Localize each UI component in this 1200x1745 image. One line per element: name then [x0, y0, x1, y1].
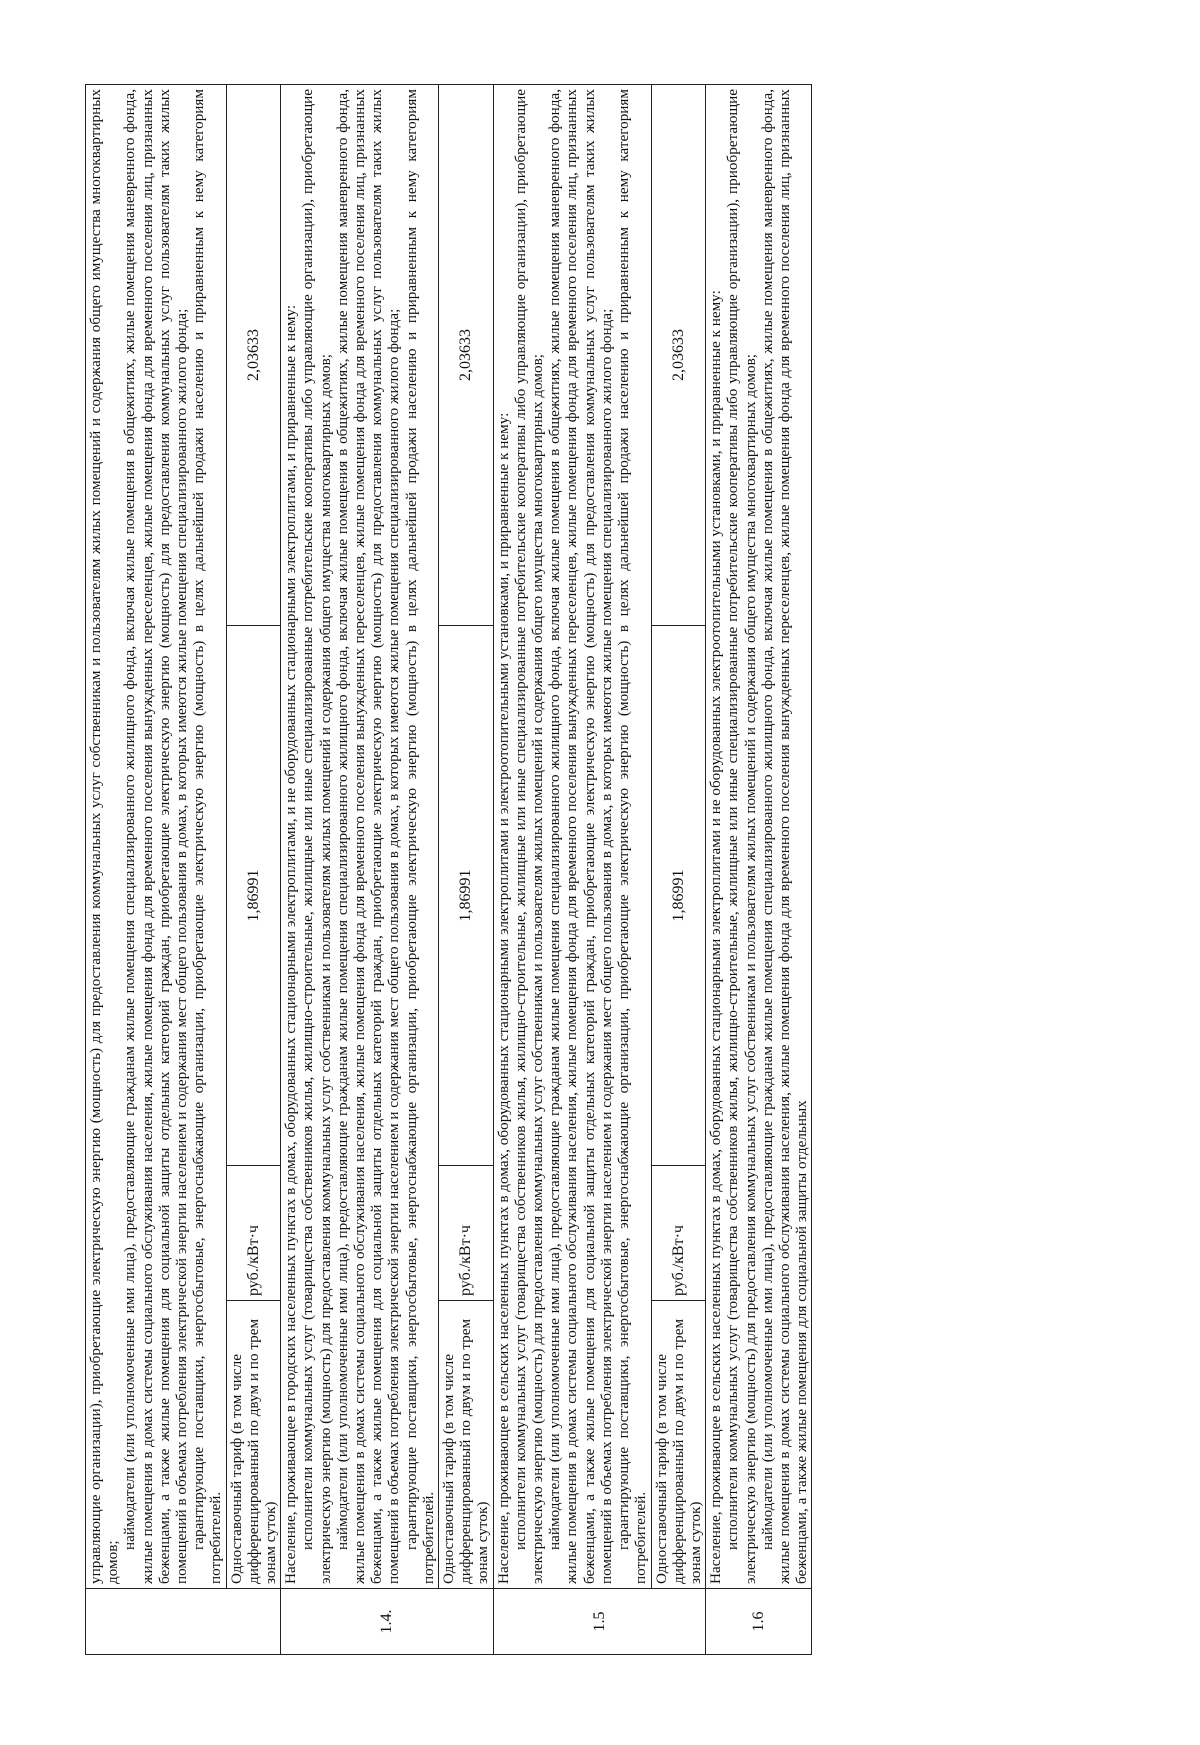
tariff-unit: руб./кВт·ч	[226, 1166, 281, 1301]
paragraph: наймодатели (или уполномоченные ими лица), предоставляющие гражданам жилые помещения специализированного жилищного фонда, включая жилые помещения в общежитиях, жилые помещения маневренного фонда, жилые помещения в домах системы социального обслуживания населения, жилые помещения фонда для временного поселения вынужденных переселенцев, жилые помещения фонда для временного поселения лиц, признанных беженцами, а также жилые помещения для социальной защиты отдельных категорий граждан, приобретающие электрическую энергию (мощность) для предоставления коммунальных услуг пользователям таких жилых помещений в объемах потребления электрической энергии населением и содержания мест общего пользования в домах, в которых имеются жилые помещения специализированного жилого фонда;	[333, 88, 403, 1584]
row-description	[86, 84, 227, 1588]
tariff-value-second-half: 2,03633	[439, 84, 494, 625]
paragraph: исполнители коммунальных услуг (товарищества собственников жилья, жилищно-строительные, жилищные или иные специализированные потребительские кооперативы либо управляющие организации), приобретающие электрическую энергию (мощность) для предоставления коммунальных услуг собственникам и пользователям жилых помещений и содержания общего имущества многоквартирных домов;	[299, 88, 334, 1584]
paragraph: Население, проживающее в городских населенных пунктах в домах, оборудованных стационарными электроплитами, и не оборудованных стационарными электроплитами, и приравненные к нему:	[282, 304, 300, 1584]
paragraph: исполнители коммунальных услуг (товарищества собственников жилья, жилищно-строительные, жилищные или иные специализированные потребительские кооперативы либо управляющие организации), приобретающие электрическую энергию (мощность) для предоставления коммунальных услуг собственникам и пользователям жилых помещений и содержания общего имущества многоквартирных домов;	[724, 88, 759, 1584]
row-number: 1.6	[706, 1589, 812, 1655]
tariff-value-second-half: 2,03633	[226, 84, 281, 625]
paragraph: наймодатели (или уполномоченные ими лица), предоставляющие гражданам жилые помещения специализированного жилищного фонда, включая жилые помещения в общежитиях, жилые помещения маневренного фонда, жилые помещения в домах системы социального обслуживания населения, жилые помещения фонда для временного поселения вынужденных переселенцев, жилые помещения фонда для временного поселения лиц, признанных беженцами, а также жилые помещения для социальной защиты отдельных категорий граждан, приобретающие электрическую энергию (мощность) для предоставления коммунальных услуг пользователям таких жилых помещений в объемах потребления электрической энергии населением и содержания мест общего пользования в домах, в которых имеются жилые помещения специализированного жилого фонда;	[121, 88, 191, 1584]
tariff-label: Одноставочный тариф (в том числе дифференцированный по двум и по трем зонам суток)	[651, 1301, 706, 1589]
paragraph: гарантирующие поставщики, энергосбытовые, энергоснабжающие организации, приобретающие электрическую энергию (мощность) в целях дальнейшей продажи населению и приравненным к нему категориям потребителей.	[402, 88, 437, 1584]
paragraph: гарантирующие поставщики, энергосбытовые, энергоснабжающие организации, приобретающие электрическую энергию (мощность) в целях дальнейшей продажи населению и приравненным к нему категориям потребителей.	[190, 88, 225, 1584]
paragraph: Население, проживающее в сельских населенных пунктах в домах, оборудованных стационарными электроплитами и не оборудованных электроотопительными установками, и приравненные к нему:	[707, 290, 725, 1584]
row-number: 1.4.	[281, 1589, 493, 1655]
row-number	[86, 1589, 281, 1655]
tariff-label: Одноставочный тариф (в том числе дифференцированный по двум и по трем зонам суток)	[439, 1301, 494, 1589]
table-row	[226, 84, 281, 1654]
tariff-value-first-half: 1,86991	[651, 626, 706, 1166]
tariff-value-second-half: 2,03633	[651, 84, 706, 625]
tariff-label: Одноставочный тариф (в том числе дифференцированный по двум и по трем зонам суток)	[226, 1301, 281, 1589]
table-row	[651, 84, 706, 1654]
table-row	[706, 84, 812, 1654]
table-row	[281, 84, 439, 1654]
paragraph: Население, проживающее в сельских населенных пунктах в домах, оборудованных стационарными электроплитами и электроотопительными установками, и приравненные к нему:	[494, 412, 512, 1584]
tariff-unit: руб./кВт·ч	[439, 1166, 494, 1301]
row-description	[281, 84, 439, 1588]
row-number: 1.5	[493, 1589, 705, 1655]
row-description	[706, 84, 812, 1588]
tariff-value-first-half: 1,86991	[226, 626, 281, 1166]
tariff-unit: руб./кВт·ч	[651, 1166, 706, 1301]
paragraph: исполнители коммунальных услуг (товарищества собственников жилья, жилищно-строительные, жилищные или иные специализированные потребительские кооперативы либо управляющие организации), приобретающие электрическую энергию (мощность) для предоставления коммунальных услуг собственникам и пользователям жилых помещений и содержания общего имущества многоквартирных домов;	[511, 88, 547, 1584]
rotated-document-page	[85, 85, 1115, 1655]
table-row	[86, 84, 227, 1654]
tariff-value-first-half: 1,86991	[439, 626, 494, 1166]
paragraph: наймодатели (или уполномоченные ими лица), предоставляющие гражданам жилые помещения специализированного жилищного фонда, включая жилые помещения в общежитиях, жилые помещения маневренного фонда, жилые помещения в домах системы социального обслуживания населения, жилые помещения фонда для временного поселения вынужденных переселенцев, жилые помещения фонда для временного поселения лиц, признанных беженцами, а также жилые помещения для социальной защиты отдельных категорий граждан, приобретающие электрическую энергию (мощность) для предоставления коммунальных услуг пользователям таких жилых помещений в объемах потребления электрической энергии населением и содержания мест общего пользования в домах, в которых имеются жилые помещения специализированного жилого фонда;	[546, 88, 615, 1584]
paragraph: управляющие организации), приобретающие электрическую энергию (мощность) для предоставления коммунальных услуг собственникам и пользователям жилых помещений и содержания общего имущества многоквартирных домов;	[87, 88, 122, 1584]
paragraph: наймодатели (или уполномоченные ими лица), предоставляющие гражданам жилые помещения специализированного жилищного фонда, включая жилые помещения в общежитиях, жилые помещения маневренного фонда, жилые помещения в домах системы социального обслуживания населения, жилые помещения фонда для временного поселения вынужденных переселенцев, жилые помещения фонда для временного поселения лиц, признанных беженцами, а также жилые помещения для социальной защиты отдельных	[758, 88, 811, 1584]
paragraph: гарантирующие поставщики, энергосбытовые, энергоснабжающие организации, приобретающие электрическую энергию (мощность) в целях дальнейшей продажи населению и приравненным к нему категориям потребителей.	[615, 88, 650, 1584]
tariff-table	[85, 84, 812, 1655]
table-row	[439, 84, 494, 1654]
row-description	[493, 84, 651, 1588]
table-row	[493, 84, 651, 1654]
